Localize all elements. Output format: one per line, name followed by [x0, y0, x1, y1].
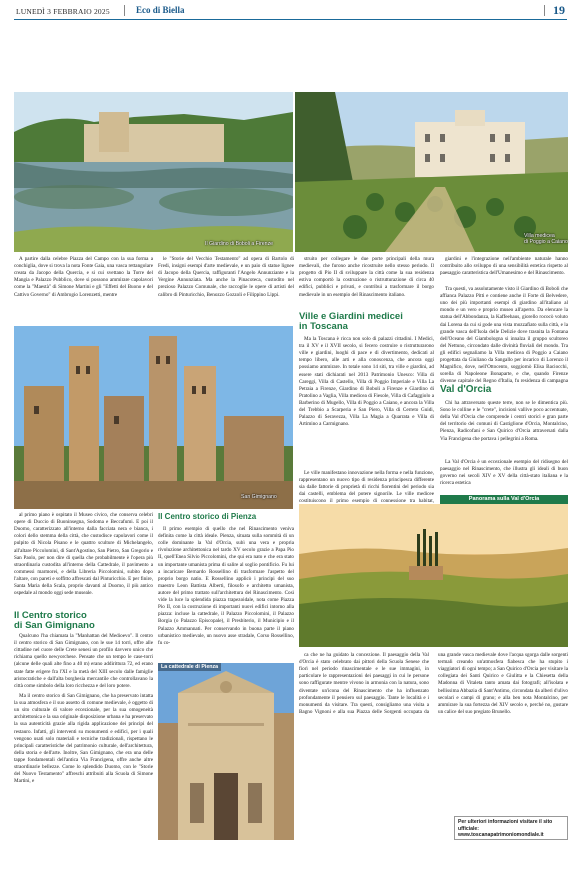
body-paragraph: La Val d'Orcia è un eccezionale esempio del ridisegno del paesaggio nel Rinascimento, che illustra gli ideali di buon governo nei secoli XIV e XV della città-stato italiana e la ricerca estetica: [440, 459, 568, 487]
san-gimignano-photo: [14, 326, 293, 509]
body-paragraph: Le ville manifestano innovazione nella forma e nella funzione, rappresentano un nuovo tipo di residenza principesca differente sia dalle fattorie di proprietà di ricchi fiorentini del periodo sia dai castelli, emblema del potere signorile. Le ville medicee costituiscono il primo esempio di connessione tra habitat,: [299, 470, 434, 505]
body-paragraph: struito per collegare le due porte principali della mura medievali, che furono anche ricostruite nello stesso periodo. Il progetto di Pio II di sviluppare la città come la sua residenza estiva comportò la costruzione o ristrutturazione di circa 40 edifici, pubblici e privati, e contribuì a trasformare il borgo medievale in un esempio del Rinascimento italiano.: [299, 256, 434, 298]
article-column-1-lower: [14, 633, 153, 691]
issue-date: LUNEDÌ 3 FEBBRAIO 2025: [16, 7, 110, 16]
section-heading: Val d'Orcia: [440, 384, 492, 395]
body-paragraph: le "Storie del Vecchio Testamento" ad opera di Bartolo di Fredi, insigni esempi d'arte medievale, e un paio di statue lignee di Jacopo della Quercia, raffiguranti l'Angelo Annunziante e la Vergine Annunziata. Ma anche la Pinacoteca, custodito nel prezioso Palazzo Comunale, che raccoglie le opere di artisti del calibro di Pinturicchio, Benozzo Gozzoli e Filippino Lippi.: [158, 256, 294, 298]
val-orcia-photo: [299, 504, 568, 647]
body-paragraph: Ma la Toscana è ricca non solo di palazzi cittadini. I Medici, tra il XV e il XVII secolo, si fecero costruire o ristrutturarono ville e giardini, luoghi di pace e di divertimento, dedicati al tempo libero, alle arti e alla conoscenza, che ancora oggi possiamo ammirare. In totale sono 14 siti, tra ville e giardini, ad essere stati dichiarati nel 2013 Patrimonio Unesco: Villa di Careggi, Villa di Castello, Villa di Poggio Imperiale e Villa La Petraia a Firenze, Giardino di Boboli a Firenze e Giardino di Pratolino a Vaglia, Villa medicea di Fiesole, Villa di Cafaggiolo a Barberino di Mugello, Villa di Poggio a Caiano, e ancora la Villa del Trebbio a Scarperia e San Piero, Villa di Cerreto Guidi, Palazzo di Seravezza, Villa La Magia a Quarrata e Villa di Artimino a Carmignano.: [299, 336, 434, 428]
article-column-3-body: [299, 336, 434, 467]
publication-name: Eco di Biella: [136, 5, 185, 15]
body-paragraph: Tra questi, va assolutamente visto il Giardino di Boboli che affianca Palazzo Pitti e contiene anche il Forte di Belvedere, uno dei più importanti esempi di giardino all'italiano al mondo e un vero e proprio museo all'aperto. Da elencare la statua dell'Abbondanza, la Kaffeehaus, giorello rococò voluto dai Lorena da cui si gode una vista mozzafiato sulla città, e la grande vasca dell'Isola delle Delizie dove trasnita la Fontana dell'Oceano del Giambologna si innalza il gruppo scultoreo del Nettuno, circondato dalle divinità fluviali del mondo. Tra gli edifici segnaliamo la Villa medicea di Poggio a Caiano progettata da Giuliano da Sangallo per incarico di Lorenzo il Magnifico, dove, nell'Ottocento, soggiornò Elisa Baciocchi, sorella di Napoleone Bonaparte, e che, quando Firenze divenne capitale del Regno d'Italia, fu residenza di campagna: [440, 286, 568, 383]
header-divider: [124, 5, 125, 16]
article-column-1-middle: [14, 512, 153, 609]
info-box: Per ulteriori informazioni visitare il sito ufficiale: www.toscanapatrimoniomondiale.it: [454, 816, 568, 840]
body-paragraph: Ma il centro storico di San Gimignano, che ha preservato intatta la sua atmosfera e il suo assetto di comune medievale, è oggetto di un sito culturale di valore eccezionale, per la sua omogeneità architettonica e la sua originale disposizione urbana e ha preservato la sua autenticità grazie alla rigida applicazione dei principi del restauro. Infatti, gli interventi su monumenti e edifici, per i quali vengono usati solo materiali e tecniche tradizionali, rispettano le principali caratteristiche del patrimonio culturale, dell'architettura, della storia e dell'arte. Inoltre, San Gimignano, che era una delle tappe fondamentali dell'antica Via Francigena, offre anche altre straordinarie bellezze. Come lo splendido Duomo, con le "Storie del Nuovo Testamento" affreschi attribuiti alla Scuola di Simone Martini, e: [14, 693, 153, 785]
boboli-garden-photo: [14, 92, 293, 252]
cathedral-caption: La cattedrale di Pienza: [158, 663, 221, 671]
body-paragraph: al primo piano è ospitato il Museo civico, che conserva celebri opere di Duccio di Buoninsegna, Sodoma e Beccafumi. E poi il Duomo, caratterizzato all'interno dalla facciata nera e bianca, i colori dello stemma della città, che custodisce capolavori come il pulpito di Nicola Pisano e le quattro sculture di Michelangelo, all'altare Piccolomini, di Sant'Agostino, San Pietro, San Gregorio e San Paolo, per non dire di quella che probabilmente è l'opera più straordinaria custodita all'interno della Cattedrale, il pavimento a commessi marmorei, e della Libreria Piccolomini, subito dopo l'altare, con pareti e soffitto affrescati dal Pinturicchio. E per finire, Santa Maria della Scala, proprio davanti al Duomo, il più antico ospedale al mondo oggi sede museale.: [14, 512, 153, 597]
page-header: [14, 2, 567, 20]
san-gimignano-caption: San Gimignano: [241, 494, 277, 500]
section-heading: Ville e Giardini medicei in Toscana: [299, 311, 403, 332]
article-column-4-orcia: [440, 400, 568, 458]
article-column-2-pienza: [158, 526, 294, 661]
section-heading: Il Centro storico di San Gimignano: [14, 610, 95, 631]
pienza-cathedral-photo: [158, 663, 294, 840]
article-column-1-top: [14, 256, 153, 324]
article-column-4-orcia-end: [440, 459, 568, 494]
article-column-1-bottom: [14, 693, 153, 841]
boboli-caption: Il Giardino di Boboli a Firenze: [205, 241, 274, 247]
article-column-3-top: [299, 256, 434, 308]
body-paragraph: Il primo esempio di quello che nel Rinascimento veniva definita come la città ideale. Pienza, situata sulla sommità di un colle dominante la Val d'Orcia, subì una vera e propria rivoluzione architettonica nel tardo XV secolo grazie a Papa Pio II, quell'Enea Silvio Piccolomini, che qui era nato e che era stato un importante umanista prima di salire al soglio pontificio. Fu lui a incaricare Bernardo Rossellino di trasformare l'aspetto del proprio borgo natio. E Rossellino applicò i principi del suo maestro Leon Battista Alberti, filosofo e architetto umanista, autore del primo trattato sull'architettura del Rinascimento. Così vide la luce la splendida piazza trapezoidale, nota come Piazza Pio II, con la costruzione di importanti nuovi edifici intorno alla piazza: incluse la cattedrale, il Palazzo Piccolomini, il Palazzo Borgia (o Palazzo Episcopale), il Presbiterio, il Municipio e il Palazzo Ammannati. Per conservando in buona parte il piano urbanistico medievale, un nuovo asse stradale, Corso Rossellino, fu co-: [158, 526, 294, 646]
body-paragraph: A partire dalla celebre Piazza del Campo con la sua forma a conchiglia, dove si trova la nota Fonte Gaia, una vasca rettangolare creata da Jacopo della Quercia, e si cui svettano la Torre del Mangia e Palazzo Pubblico, dove si possono ammirare capolavori come la "Maestà" di Simone Martini e gli "Effetti del Buono e del Cattivo Governo" di Ambrogio Lorenzetti, mentre: [14, 256, 153, 298]
villa-medicea-caption: Villa medicea di Poggio a Caiano: [524, 233, 568, 245]
panorama-caption-bar: Panorama sulla Val d'Orcia: [440, 495, 568, 504]
header-divider: [544, 5, 545, 16]
article-column-4-body: [440, 286, 568, 383]
body-paragraph: giardini e l'integrazione nell'ambiente naturale hanno contribuito allo sviluppo di una sensibilità estetica rispetto al paesaggio caratteristica dell'Umanesimo e del Rinascimento.: [440, 256, 568, 277]
villa-medicea-photo: [295, 92, 568, 252]
body-paragraph: Qualcuno l'ha chiamata la "Manhattan del Medioevo". Il centro il centro storico di San Gimignano, con le sue 14 torri, offre alle cittadine nel cuore delle Crete senesi un profilo davvero unico che richiama quello newyorchese. Pensate che un tempo le case-torri (alcune delle quali alte fino a 40 m) erano addirittura 72, ed erano state fatte erigere fra l'XI e la metà del XIII secolo dalle famiglie aristocratiche e dall'alta borghesia mercantile che controllavano la città come simbolo della loro ricchezza e del loro potere.: [14, 633, 153, 689]
body-paragraph: Chi ha attraversato queste terre, non se le dimentica più. Sono le colline e le "crete", incisioni vallive poco accentuate, della Val d'Orcia che comprende i centri storici e gran parte del territorio dei comuni di Castiglione d'Orcia, Montalcino, Pienza, Radicofani e San Quirico d'Orcia attraversati dalla Via Francigena che portava i pellegrini a Roma.: [440, 400, 568, 442]
article-column-2-top: [158, 256, 294, 324]
page-number: 19: [553, 3, 565, 17]
body-paragraph: ca che ne ha guidato la concezione. Il paesaggio della Val d'Orcia è stato celebrato dai pittori della Scuola Senese che fiorì nel periodo rinascimentale e le sue immagini, in particolare le rappresentazioni dei paesaggi in cui le persone sono raffigurate mentre vivono in armonia con la natura, sono diventate un'icona del Rinascimento che ha influenzato profondamente il pensiero sul paesaggio. Tante le località e i monumenti da visitare. Tra questi, consigliamo una visita a Bagno Vignoni e alla sua Piazza delle Sorgenti occupata da una grande vasca medievale dove l'acqua sgorga dalle sorgenti termali creando un'atmosfera fiabesca che ha stupito i viaggiatori di ogni tempo; a San Quirico d'Orcia per visitare la collegiata dei Santi Quirico e Giulitta e la Chiesetta della Madonna di Vitaleta tanto amata dai fotografi; all'isolata e bellissima Abbazia di Sant'Antimo, circondata da alberi d'ulivo secolari e campi di grano; e alla ben nota Montalcino, per ammirare la sua fortezza del XIV secolo e, perché no, gustare un calice del suo pregiato Brunello.: [299, 652, 568, 715]
section-heading: Il Centro storico di Pienza: [158, 512, 257, 521]
article-column-4-top: [440, 256, 568, 285]
article-orcia-continuation: [299, 652, 568, 815]
